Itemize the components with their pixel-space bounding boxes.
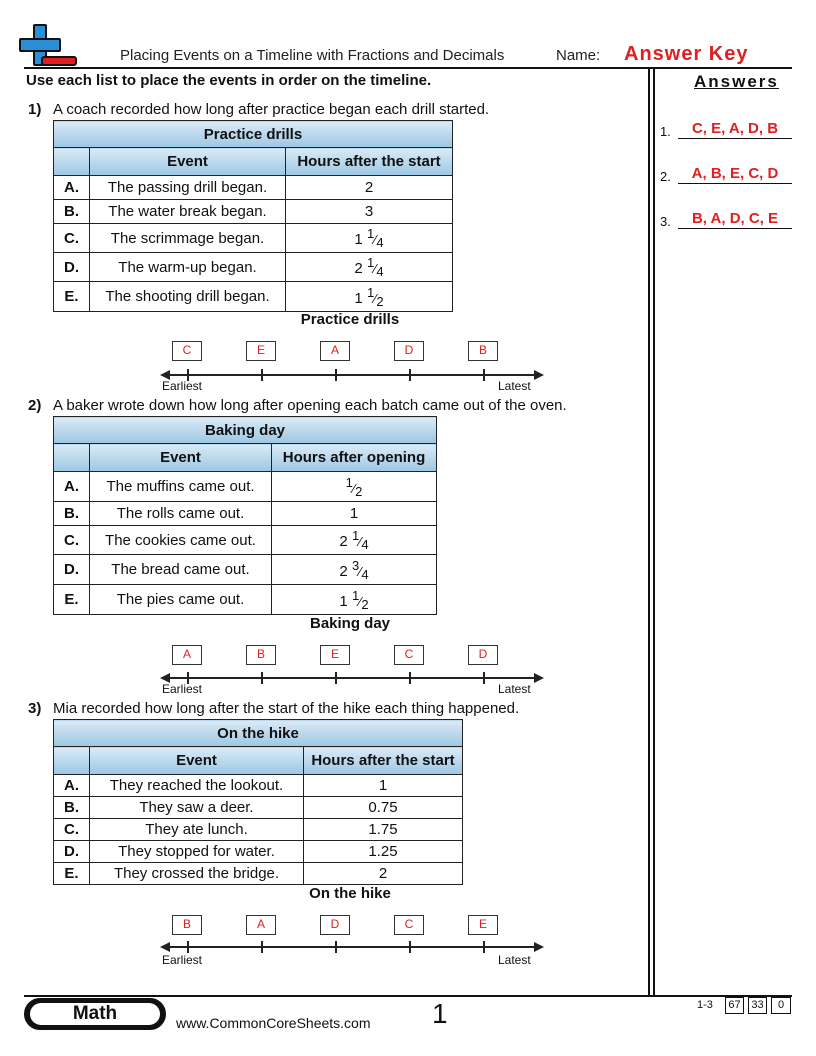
row-letter: E. — [54, 585, 90, 615]
row-event: They ate lunch. — [90, 819, 304, 841]
row-value — [286, 253, 453, 282]
answer-row — [660, 120, 792, 140]
timeline-answer-box: A — [246, 915, 276, 935]
score-box: 67 — [725, 997, 744, 1014]
fraction-slash: ⁄ — [359, 593, 362, 609]
timeline-axis — [168, 677, 536, 679]
question-number: 3) — [28, 700, 42, 717]
row-event: They stopped for water. — [90, 841, 304, 863]
row-letter: A. — [54, 176, 90, 200]
row-letter: B. — [54, 797, 90, 819]
answer-value: A, B, E, C, D — [678, 165, 792, 184]
table-caption: On the hike — [54, 720, 463, 747]
value-whole: 2 — [378, 865, 388, 882]
row-letter: B. — [54, 502, 90, 526]
timeline-answer-box: B — [246, 645, 276, 665]
fraction-slash: ⁄ — [352, 480, 356, 496]
timeline-tick — [409, 941, 411, 953]
row-letter: D. — [54, 841, 90, 863]
row-value — [272, 526, 437, 555]
table-row — [54, 819, 463, 841]
instructions: Use each list to place the events in order on the timeline. — [26, 72, 432, 89]
table-row — [54, 841, 463, 863]
row-event: The bread came out. — [90, 555, 272, 585]
table-row — [54, 176, 453, 200]
answer-number: 2. — [660, 169, 671, 184]
table-header-row — [54, 747, 463, 775]
timeline-tick — [409, 369, 411, 381]
value-numerator: 3 — [351, 557, 360, 573]
answer-row — [660, 165, 792, 185]
header-event: Event — [90, 747, 304, 775]
value-whole: 1 — [354, 289, 363, 307]
subject-badge — [24, 998, 166, 1030]
value-numerator: 1 — [366, 226, 375, 241]
answer-key-label: Answer Key — [624, 43, 749, 65]
timeline-answer-box: C — [394, 645, 424, 665]
table-header-row — [54, 148, 453, 176]
table-row — [54, 585, 437, 615]
value-denominator: 2 — [376, 293, 384, 309]
timeline-tick — [483, 941, 485, 953]
row-letter: D. — [54, 555, 90, 585]
latest-label: Latest — [498, 682, 531, 696]
timeline-answer-box: B — [468, 341, 498, 361]
problem-range: 1-3 — [697, 999, 713, 1011]
timeline-answer-box: E — [468, 915, 498, 935]
header-blank — [54, 444, 90, 472]
row-event: The water break began. — [90, 200, 286, 224]
value-whole: 1 — [339, 592, 348, 610]
latest-label: Latest — [498, 953, 531, 967]
timeline-tick — [483, 672, 485, 684]
header-event: Event — [90, 148, 286, 176]
timeline-answer-box: A — [172, 645, 202, 665]
table-caption-row — [54, 720, 463, 747]
value-denominator: 4 — [361, 566, 369, 582]
question-text: A baker wrote down how long after opening each batch came out of the oven. — [53, 397, 567, 414]
events-table — [53, 120, 453, 312]
timeline-tick — [335, 941, 337, 953]
column-divider — [648, 67, 650, 997]
row-value — [272, 502, 437, 526]
footer-divider — [24, 995, 792, 997]
timeline-answer-box: B — [172, 915, 202, 935]
row-event: The muffins came out. — [90, 472, 272, 502]
timeline-answer-box: E — [246, 341, 276, 361]
timeline-answer-box: E — [320, 645, 350, 665]
row-event: The passing drill began. — [90, 176, 286, 200]
value-whole: 2 — [339, 533, 348, 550]
value-whole: 0.75 — [368, 799, 398, 816]
site-url: www.CommonCoreSheets.com — [176, 1015, 371, 1031]
timeline-tick — [483, 369, 485, 381]
table-caption-row — [54, 121, 453, 148]
fraction-slash: ⁄ — [359, 563, 362, 579]
table-row — [54, 863, 463, 885]
timeline-tick — [335, 672, 337, 684]
row-value — [272, 555, 437, 585]
table-row — [54, 253, 453, 282]
timeline-title: Baking day — [309, 615, 391, 632]
fraction-slash: ⁄ — [374, 261, 377, 276]
column-divider — [653, 67, 655, 997]
events-table — [53, 719, 463, 885]
earliest-label: Earliest — [162, 953, 203, 967]
page-number: 1 — [432, 998, 448, 1029]
timeline-tick — [261, 941, 263, 953]
row-value — [304, 797, 463, 819]
row-value — [304, 841, 463, 863]
answer-number: 1. — [660, 124, 671, 139]
value-whole: 1.25 — [368, 843, 398, 860]
header-blank — [54, 747, 90, 775]
table-header-row — [54, 444, 437, 472]
table-row — [54, 797, 463, 819]
timeline-title: On the hike — [309, 885, 391, 902]
question-text: Mia recorded how long after the start of the hike each thing happened. — [53, 700, 520, 717]
table-row — [54, 472, 437, 502]
value-denominator: 4 — [376, 264, 384, 279]
earliest-label: Earliest — [162, 379, 203, 393]
question-number: 2) — [28, 397, 42, 414]
table-row — [54, 502, 437, 526]
header-value: Hours after the start — [286, 148, 453, 176]
table-caption: Baking day — [54, 417, 437, 444]
timeline-answer-box: D — [394, 341, 424, 361]
fraction-slash: ⁄ — [374, 290, 377, 306]
value-whole: 2 — [354, 260, 363, 277]
timeline-title: Practice drills — [300, 311, 400, 328]
table-row — [54, 282, 453, 312]
fraction-slash: ⁄ — [374, 232, 377, 247]
table-row — [54, 555, 437, 585]
answer-value: C, E, A, D, B — [678, 120, 792, 139]
value-denominator: 4 — [361, 537, 369, 552]
timeline-answer-box: A — [320, 341, 350, 361]
row-value — [286, 200, 453, 224]
row-event: They saw a deer. — [90, 797, 304, 819]
row-event: The scrimmage began. — [90, 224, 286, 253]
timeline-tick — [409, 672, 411, 684]
row-letter: C. — [54, 224, 90, 253]
timeline-tick — [261, 672, 263, 684]
row-letter: E. — [54, 863, 90, 885]
answer-value: B, A, D, C, E — [678, 210, 792, 229]
table-caption: Practice drills — [54, 121, 453, 148]
value-numerator: 1 — [351, 587, 360, 603]
value-denominator: 2 — [355, 483, 363, 499]
value-numerator: 1 — [366, 255, 375, 270]
header-divider — [24, 67, 792, 69]
table-row — [54, 526, 437, 555]
timeline-tick — [261, 369, 263, 381]
row-event: They crossed the bridge. — [90, 863, 304, 885]
row-letter: A. — [54, 472, 90, 502]
table-row — [54, 775, 463, 797]
latest-label: Latest — [498, 379, 531, 393]
row-value — [286, 176, 453, 200]
row-event: The pies came out. — [90, 585, 272, 615]
value-numerator: 1 — [366, 284, 375, 300]
value-whole: 1 — [354, 231, 363, 248]
row-event: The shooting drill began. — [90, 282, 286, 312]
row-value — [304, 819, 463, 841]
logo-plus-horizontal — [19, 38, 61, 52]
timeline-tick — [187, 941, 189, 953]
question-text: A coach recorded how long after practice began each drill started. — [53, 101, 490, 118]
row-value — [304, 775, 463, 797]
timeline-axis — [168, 374, 536, 376]
answer-number: 3. — [660, 214, 671, 229]
value-whole: 1 — [349, 505, 359, 522]
value-whole: 1.75 — [368, 821, 398, 838]
timeline-answer-box: D — [468, 645, 498, 665]
timeline-tick — [335, 369, 337, 381]
row-letter: A. — [54, 775, 90, 797]
header-value: Hours after the start — [304, 747, 463, 775]
fraction-slash: ⁄ — [359, 534, 362, 549]
score-box: 33 — [748, 997, 767, 1014]
row-event: The rolls came out. — [90, 502, 272, 526]
row-value — [286, 282, 453, 312]
value-whole: 2 — [339, 562, 348, 580]
arrow-right-icon — [534, 942, 544, 952]
table-row — [54, 224, 453, 253]
value-numerator: 1 — [351, 528, 360, 543]
header-value: Hours after opening — [272, 444, 437, 472]
value-whole: 1 — [378, 777, 388, 794]
timeline-answer-box: C — [172, 341, 202, 361]
name-label: Name: — [556, 47, 601, 64]
answers-title: Answers — [694, 72, 779, 91]
timeline-axis — [168, 946, 536, 948]
row-value — [286, 224, 453, 253]
row-event: They reached the lookout. — [90, 775, 304, 797]
score-box: 0 — [771, 997, 791, 1014]
row-value — [304, 863, 463, 885]
row-letter: C. — [54, 819, 90, 841]
logo-minus-icon — [41, 56, 77, 66]
timeline-answer-box: C — [394, 915, 424, 935]
value-whole: 2 — [364, 179, 374, 196]
row-letter: D. — [54, 253, 90, 282]
worksheet-title: Placing Events on a Timeline with Fractions and Decimals — [120, 47, 505, 64]
table-caption-row — [54, 417, 437, 444]
events-table — [53, 416, 437, 615]
value-whole: 3 — [364, 203, 374, 220]
row-event: The cookies came out. — [90, 526, 272, 555]
row-value — [272, 585, 437, 615]
value-denominator: 2 — [361, 596, 369, 612]
row-letter: E. — [54, 282, 90, 312]
arrow-right-icon — [534, 673, 544, 683]
header-event: Event — [90, 444, 272, 472]
table-row — [54, 200, 453, 224]
arrow-right-icon — [534, 370, 544, 380]
row-letter: C. — [54, 526, 90, 555]
row-event: The warm-up began. — [90, 253, 286, 282]
answer-row — [660, 210, 792, 230]
row-value — [272, 472, 437, 502]
row-letter: B. — [54, 200, 90, 224]
subject-label: Math — [30, 1003, 160, 1025]
earliest-label: Earliest — [162, 682, 203, 696]
header-blank — [54, 148, 90, 176]
timeline-answer-box: D — [320, 915, 350, 935]
value-denominator: 4 — [376, 235, 384, 250]
value-numerator: 1 — [345, 474, 353, 490]
question-number: 1) — [28, 101, 42, 118]
